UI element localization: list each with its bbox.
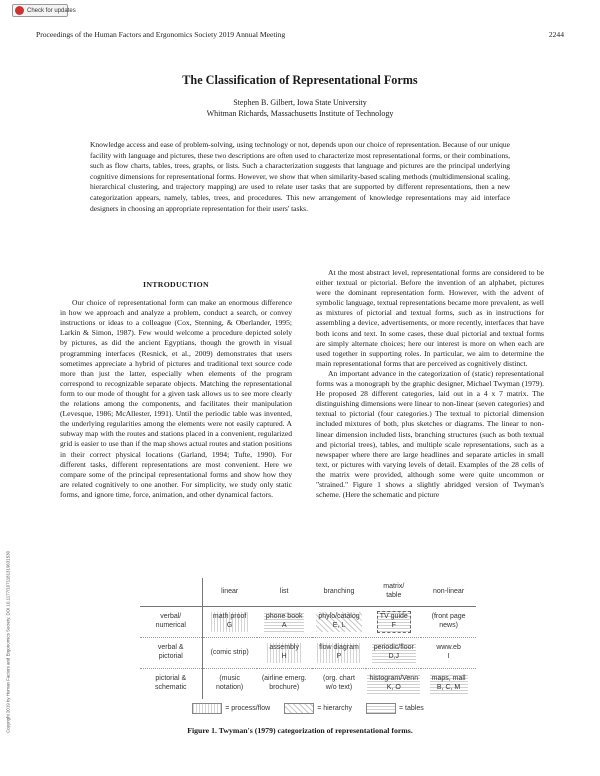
left-column [60, 280, 292, 500]
figure-caption: Figure 1. Twyman's (1979) categorization of representational forms. [187, 726, 413, 735]
legend-label: = process/flow [225, 705, 271, 712]
twyman-matrix [140, 578, 476, 699]
matrix-cell [366, 669, 421, 700]
section-heading-introduction: INTRODUCTION [143, 280, 209, 289]
copyright-text: Copyright 2019 by Human Factors and Ergonomics Society. DOI 10.1177/1071181319631530 [5, 550, 11, 734]
matrix-cell [202, 638, 257, 669]
cell-text: assembly H [267, 643, 301, 662]
matrix-cell [421, 669, 476, 700]
cell-text: flow diagram P [317, 643, 361, 662]
body-paragraph: At the most abstract level, representational forms are considered to be either textual or pictorial. Before the invention of an alphabet, pictures were the dominant representation form. However, with the advent of symbolic language, textual representations became more prevalent, as well as mixtures of pictorial and textual forms, such as in instructions for assembling a device, advertisements, or more recently, interfaces that have both icons and text. In some cases, these dual pictorial and textual forms are simply alternate choices; here our interest is more on when each are used together in supporting roles. In particular, we aim to determine the main representational forms that are perceived as cognitively distinct. [316, 268, 544, 368]
paper-title: The Classification of Representational Forms [182, 73, 418, 87]
page-number: 2244 [548, 30, 564, 39]
column-header [421, 578, 476, 607]
matrix-cell [202, 607, 257, 638]
intro-paragraph: Our choice of representational form can make an enormous difference in how we approach and analyze a problem, conduct a search, or convey instructions or ideas to a colleague (Cox, Stenning, & Oberlander, 1995; Larkin & Simon, 1987). Few would welcome a procedure depicted solely by pictures, as did the ancient Egyptians, though the growth in visual programming interfaces (Resnick, et al., 2009) demonstrates that users sometimes appreciate a hybrid of pictures and traditional text source code more than just the latter, especially when elements of the program correspond to recognizable separate objects. Matching the representational form to our mode of thought for a given task allows us to see more clearly the relations among the components, and facilitates their manipulation (Levesque, 1986; McAllester, 1991). Until the periodic table was invented, the underlying regularities among the elements were not easily captured. A subway map with the routes and stations placed in a convenient, regularized grid is easier to use than if the map shows actual routes and station positions in their correct physical locations (Garland, 1994; Tufte, 1990). For different tasks, different representations are most convenient. Here we compare some of the principal representational forms and show how they are related cognitively to one another. For simplicity, we study only static forms, and ignore time, force, animation, and other dynamical factors. [60, 298, 292, 499]
check-for-updates-badge[interactable] [12, 4, 76, 17]
column-header [202, 578, 257, 607]
matrix-cell [312, 669, 367, 700]
cell-text: phylo/catalog E, L [316, 612, 361, 631]
matrix-cell [366, 607, 421, 638]
column-header-label: branching [323, 587, 355, 595]
cell-text: histogram/Venn K, O [367, 674, 420, 693]
proceedings-line: Proceedings of the Human Factors and Ergonomics Society 2019 Annual Meeting [36, 30, 286, 39]
cell-text: (music notation) [216, 675, 244, 691]
matrix-header-row [140, 578, 476, 607]
author-line: Stephen B. Gilbert, Iowa State University [233, 98, 367, 107]
cell-text: (org. chart w/o text) [323, 675, 355, 691]
column-header [257, 578, 312, 607]
process-swatch [192, 703, 222, 714]
legend-label: = hierarchy [317, 705, 353, 712]
cell-text: www.eb I [436, 644, 461, 660]
figure-1 [140, 578, 476, 714]
matrix-cell [257, 638, 312, 669]
right-column [316, 268, 544, 500]
column-header [366, 578, 421, 607]
hierarchy-swatch [284, 703, 314, 714]
tables-swatch [366, 703, 396, 714]
row-label: verbal/ numerical [140, 607, 202, 638]
running-header [36, 30, 564, 39]
legend-item [366, 703, 424, 714]
matrix-cell [312, 638, 367, 669]
matrix-row [140, 607, 476, 638]
legend-item [284, 703, 352, 714]
matrix-row [140, 669, 476, 700]
column-header-label: linear [221, 587, 239, 595]
cell-text: (airline emerg. brochure) [261, 675, 307, 691]
figure-legend [140, 703, 476, 714]
column-header-label: matrix/ table [383, 583, 405, 599]
copyright-side-note [3, 528, 13, 756]
body-paragraph: An important advance in the categorization of (static) representational forms was a monograph by the graphic designer, Michael Twyman (1979). He proposed 28 different categories, laid out in a 4 x 7 matrix. The distinguishing dimensions were linear to non-linear (seven categories) and textual to pictorial (four categories.) The textual to pictorial dimension included mixtures of both, plus sketches or diagrams. The linear to non-linear dimension included lists, branching structures (such as both textual and pictorial trees), tables, and multiple scale representations, such as a newspaper where there are large headlines and separate articles in small text, or pictures with varying levels of detail. Examples of the 28 cells of the matrix were provided, although some were quite uncommon or "strained." Figure 1 shows a slightly abridged version of Twyman's scheme. (Here the schematic and picture [316, 368, 544, 500]
author-block [0, 97, 600, 119]
matrix-cell [421, 607, 476, 638]
row-label: verbal & pictorial [140, 638, 202, 669]
column-header-label: list [279, 587, 289, 595]
crossmark-icon [15, 6, 24, 15]
cell-text: periodic/floor D,J [372, 643, 416, 662]
author-line: Whitman Richards, Massachusetts Institute of Technology [206, 109, 394, 118]
legend-label: = tables [399, 705, 424, 712]
cell-text: phone book A [264, 612, 305, 631]
matrix-cell [312, 607, 367, 638]
abstract: Knowledge access and ease of problem-solving, using technology or not, depends upon our choice of representation. Because of our unique facility with language and pictures, these two descriptions are often used to characterize most representational forms, or their combinations, such as flow charts, tables, trees, graphs, or lists. Such a characterization suggests that language and pictures are the principal underlying cognitive dimensions for representational forms. However, we show that when similarity-based scaling methods (multidimensional scaling, hierarchical clustering, and trajectory mapping) are used to relate user tasks that are supported by different representations, then a new categorization appears, namely, tables, trees, and procedures. This new arrangement of knowledge representations may aid interface designers in choosing an appropriate representation for their users' tasks. [90, 140, 510, 213]
cell-text: maps, mall B, C, M [430, 674, 468, 693]
cell-text: (front page news) [431, 613, 466, 629]
cell-text: (comic strip) [210, 648, 249, 656]
column-header-label: non-linear [433, 587, 465, 595]
matrix-cell [202, 669, 257, 700]
check-for-updates-label: Check for updates [27, 7, 76, 14]
matrix-cell [257, 669, 312, 700]
matrix-corner [140, 578, 202, 607]
matrix-row [140, 638, 476, 669]
matrix-cell [421, 638, 476, 669]
cell-text: TV guide F [377, 611, 411, 632]
legend-item [192, 703, 270, 714]
matrix-cell [257, 607, 312, 638]
column-header [312, 578, 367, 607]
row-label: pictorial & schematic [140, 669, 202, 700]
cell-text: math proof G [211, 612, 248, 631]
matrix-cell [366, 638, 421, 669]
